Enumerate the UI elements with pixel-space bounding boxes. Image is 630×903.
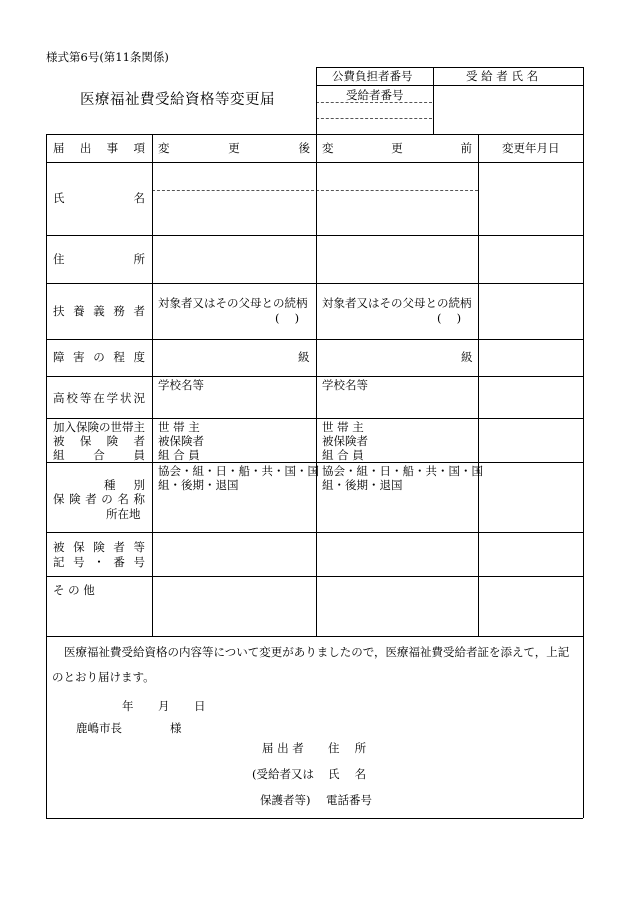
row-label-disability: 障 害 の 程 度 [53,350,145,364]
row-label-union-member: 組 合 員 [53,448,145,462]
row-line-address [46,283,583,284]
row-line-other [46,636,583,637]
table-bottom-line [46,818,583,819]
table-right-line [583,134,584,818]
header-before-label: 変 更 前 [322,141,472,155]
school-before-label: 学校名等 [322,378,368,392]
recipient-number-label: 受給者番号 [346,88,404,102]
guardian-after-text: 対象者又はその父母との続柄 [158,296,308,310]
applicant-name-label: 氏 名 [328,767,367,781]
column-line-3 [478,134,479,636]
table-header-bottom-line [46,162,583,163]
union-member-after: 組 合 員 [158,448,200,462]
header-box-dashed-line-1 [316,102,432,103]
form-title: 医療福祉費受給資格等変更届 [80,92,275,108]
row-label-guardian: 扶 養 義 務 者 [53,304,145,318]
applicant-label-guardian: 保護者等) [260,793,311,807]
row-label-insurance-head: 加入保険の世帯主 [53,420,145,434]
householder-before: 世 帯 主 [322,420,364,434]
row-label-other: そ の 他 [53,583,95,597]
row-label-address: 住 所 [53,252,145,266]
header-box-left-line [316,67,317,134]
table-left-line [46,134,47,818]
header-item-label: 届 出 事 項 [53,141,145,155]
union-member-before: 組 合 員 [322,448,364,462]
form-number: 様式第6号(第11条関係) [46,50,169,64]
row-label-insurer-type: 種 別 [104,478,145,492]
householder-after: 世 帯 主 [158,420,200,434]
row-line-insurer [46,532,583,533]
header-after-label: 変 更 後 [158,141,310,155]
applicant-label: 届 出 者 [262,741,304,755]
row-label-insurer-address: 所在地 [106,507,141,521]
row-line-school [46,418,583,419]
row-line-insurance-head [46,462,583,463]
statement-text: 医療福祉費受給資格の内容等について変更がありましたので，医療福祉費受給者証を添えて，上記のとおり届けます。 [52,645,570,684]
guardian-after-paren: ( ) [275,311,300,325]
applicant-address-label: 住 所 [328,741,367,755]
recipient-name-label: 受 給 者 氏 名 [466,69,539,83]
row-label-insured-number: 記 号 ・ 番 号 [53,555,145,569]
header-box-row-line [316,85,583,86]
column-line-2 [316,134,317,636]
row-label-insured-symbol: 被 保 険 者 等 [53,540,145,554]
row-label-name: 氏 名 [53,191,145,205]
disability-before-grade: 級 [461,350,473,364]
header-box-dashed-line-2 [316,118,432,119]
row-line-guardian [46,339,583,340]
header-box-right-line [583,67,584,134]
row-label-school: 高 校 等 在 学 状 況 [53,391,145,405]
insurer-options-after-2: 組・後期・退国 [158,478,239,492]
row-line-name [46,235,583,236]
date-month: 月 [158,699,170,713]
row-label-insured: 被 保 険 者 [53,434,145,448]
header-box-top-line [316,67,583,68]
column-line-1 [152,134,153,636]
row-label-insurer-name: 保 険 者 の 名 称 [53,492,145,506]
honorific: 様 [170,721,182,735]
header-box-mid-line [433,67,434,134]
applicant-phone-label: 電話番号 [326,793,372,807]
insurer-options-after-1: 協会・組・日・船・共・国・国 [158,464,319,478]
insured-after: 被保険者 [158,434,204,448]
name-row-dashed-line [152,190,478,191]
date-year: 年 [122,699,134,713]
public-payer-number-label: 公費負担者番号 [332,69,413,83]
row-line-disability [46,376,583,377]
insurer-options-before-1: 協会・組・日・船・共・国・国 [322,464,483,478]
header-change-date-label: 変更年月日 [502,141,560,155]
applicant-label-recipient: (受給者又は [252,767,314,781]
guardian-before-paren: ( ) [437,311,462,325]
table-top-line [46,134,583,135]
date-day: 日 [194,699,206,713]
insured-before: 被保険者 [322,434,368,448]
addressee: 鹿嶋市長 [76,721,122,735]
school-after-label: 学校名等 [158,378,204,392]
row-line-insured-no [46,576,583,577]
guardian-before-text: 対象者又はその父母との続柄 [322,296,472,310]
insurer-options-before-2: 組・後期・退国 [322,478,403,492]
disability-after-grade: 級 [298,350,310,364]
